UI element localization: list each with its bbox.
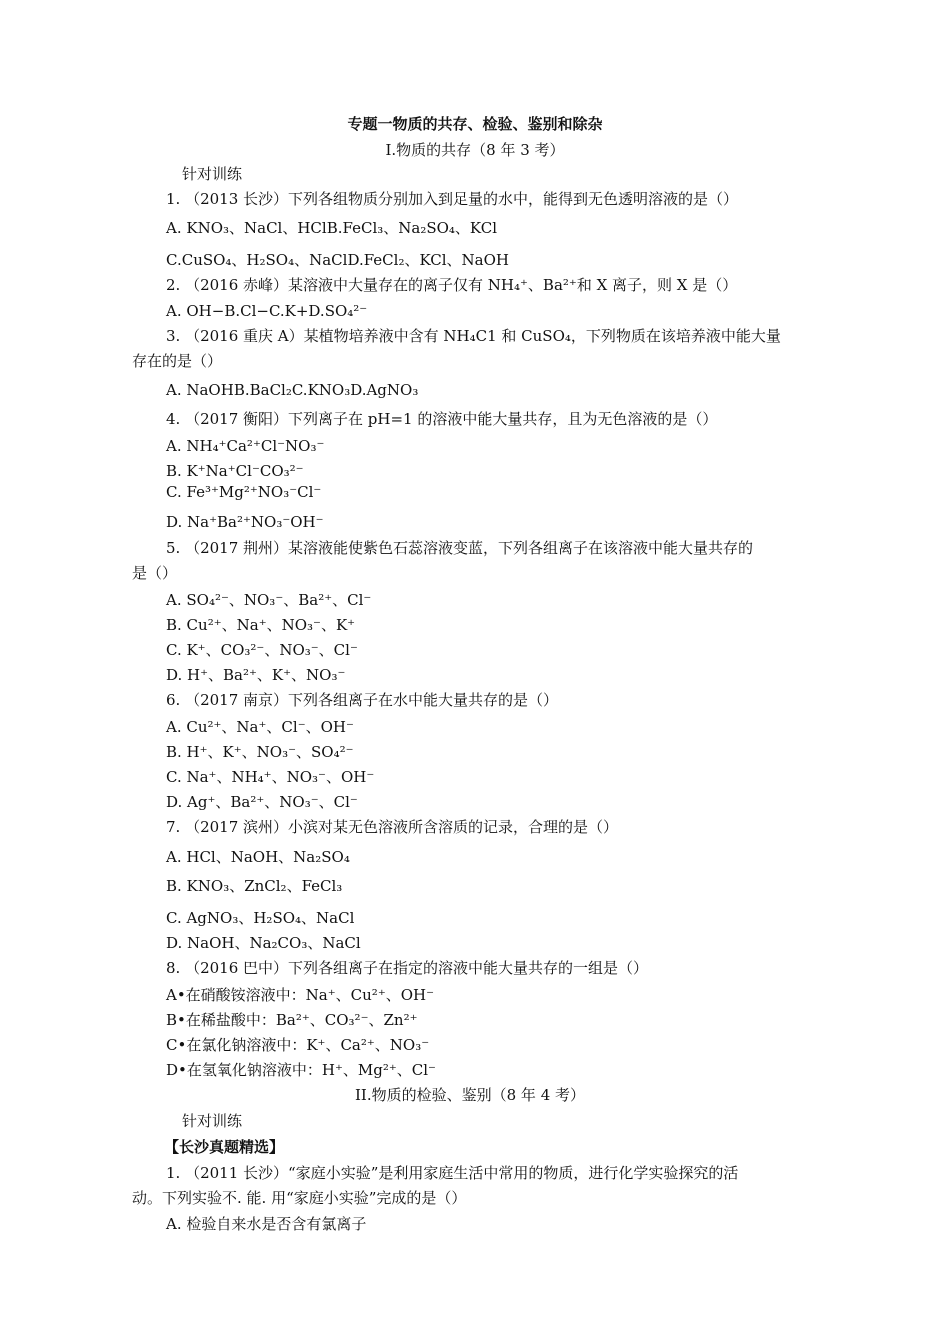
option-line: A. NaOHB.BaCl₂C.KNO₃D.AgNO₃ <box>166 381 419 399</box>
question-line: 1. （2013 长沙）下列各组物质分别加入到足量的水中，能得到无色透明溶液的是（） <box>166 190 739 208</box>
option-line: C. AgNO₃、H₂SO₄、NaCl <box>166 909 355 927</box>
option-line: C.CuSO₄、H₂SO₄、NaClD.FeCl₂、KCl、NaOH <box>166 251 509 269</box>
option-line: D. Na⁺Ba²⁺NO₃⁻OH⁻ <box>166 513 324 531</box>
question-continuation: 动。下列实验不. 能. 用“家庭小实验”完成的是（） <box>132 1189 467 1207</box>
option-line: A. KNO₃、NaCl、HClB.FeCl₃、Na₂SO₄、KCl <box>166 219 497 237</box>
option-line: C. Fe³⁺Mg²⁺NO₃⁻Cl⁻ <box>166 483 322 501</box>
section-heading-coexistence: I.物质的共存（8 年 3 考） <box>385 141 565 159</box>
option-line: B. K⁺Na⁺Cl⁻CO₃²⁻ <box>166 462 304 480</box>
option-line: A. Cu²⁺、Na⁺、Cl⁻、OH⁻ <box>166 718 354 736</box>
question-line: 2. （2016 赤峰）某溶液中大量存在的离子仅有 NH₄⁺、Ba²⁺和 X 离子，则 X 是（） <box>166 276 738 294</box>
option-line: C. K⁺、CO₃²⁻、NO₃⁻、Cl⁻ <box>166 641 358 659</box>
option-line: D. H⁺、Ba²⁺、K⁺、NO₃⁻ <box>166 666 346 684</box>
question-line: 5. （2017 荆州）某溶液能使紫色石蕊溶液变蓝，下列各组离子在该溶液中能大量共存的 <box>166 539 754 557</box>
option-line: C•在氯化钠溶液中：K⁺、Ca²⁺、NO₃⁻ <box>166 1036 430 1054</box>
option-line: A. NH₄⁺Ca²⁺Cl⁻NO₃⁻ <box>166 437 325 455</box>
option-line: D. NaOH、Na₂CO₃、NaCl <box>166 934 361 952</box>
training-label: 针对训练 <box>182 1112 243 1130</box>
question-line: 7. （2017 滨州）小滨对某无色溶液所含溶质的记录，合理的是（） <box>166 818 619 836</box>
document-title: 专题一物质的共存、检验、鉴别和除杂 <box>347 115 603 133</box>
option-line: B•在稀盐酸中：Ba²⁺、CO₃²⁻、Zn²⁺ <box>166 1011 418 1029</box>
question-line: 3. （2016 重庆 A）某植物培养液中含有 NH₄C1 和 CuSO₄，下列物质在该培养液中能大量 <box>166 327 781 345</box>
question-continuation: 存在的是（） <box>132 352 223 370</box>
option-line: B. Cu²⁺、Na⁺、NO₃⁻、K⁺ <box>166 616 356 634</box>
option-line: C. Na⁺、NH₄⁺、NO₃⁻、OH⁻ <box>166 768 375 786</box>
option-line: B. KNO₃、ZnCl₂、FeCl₃ <box>166 877 343 895</box>
question-continuation: 是（） <box>132 564 178 582</box>
question-line: 8. （2016 巴中）下列各组离子在指定的溶液中能大量共存的一组是（） <box>166 959 649 977</box>
section-heading-identification: II.物质的检验、鉴别（8 年 4 考） <box>355 1086 586 1104</box>
option-line: A•在硝酸铵溶液中：Na⁺、Cu²⁺、OH⁻ <box>166 986 435 1004</box>
option-line: A. OH−B.Cl−C.K+D.SO₄²⁻ <box>166 302 368 320</box>
option-line: A. HCl、NaOH、Na₂SO₄ <box>166 848 350 866</box>
option-line: A. 检验自来水是否含有氯离子 <box>166 1215 367 1233</box>
option-line: B. H⁺、K⁺、NO₃⁻、SO₄²⁻ <box>166 743 354 761</box>
training-label: 针对训练 <box>182 165 243 183</box>
option-line: D•在氢氧化钠溶液中：H⁺、Mg²⁺、Cl⁻ <box>166 1061 436 1079</box>
option-line: A. SO₄²⁻、NO₃⁻、Ba²⁺、Cl⁻ <box>166 591 372 609</box>
option-line: D. Ag⁺、Ba²⁺、NO₃⁻、Cl⁻ <box>166 793 358 811</box>
question-line: 1. （2011 长沙）“家庭小实验”是利用家庭生活中常用的物质，进行化学实验探究的活 <box>166 1164 739 1182</box>
question-line: 4. （2017 衡阳）下列离子在 pH=1 的溶液中能大量共存，且为无色溶液的是（） <box>166 410 718 428</box>
question-line: 6. （2017 南京）下列各组离子在水中能大量共存的是（） <box>166 691 559 709</box>
subheading: 【长沙真题精选】 <box>164 1138 285 1156</box>
